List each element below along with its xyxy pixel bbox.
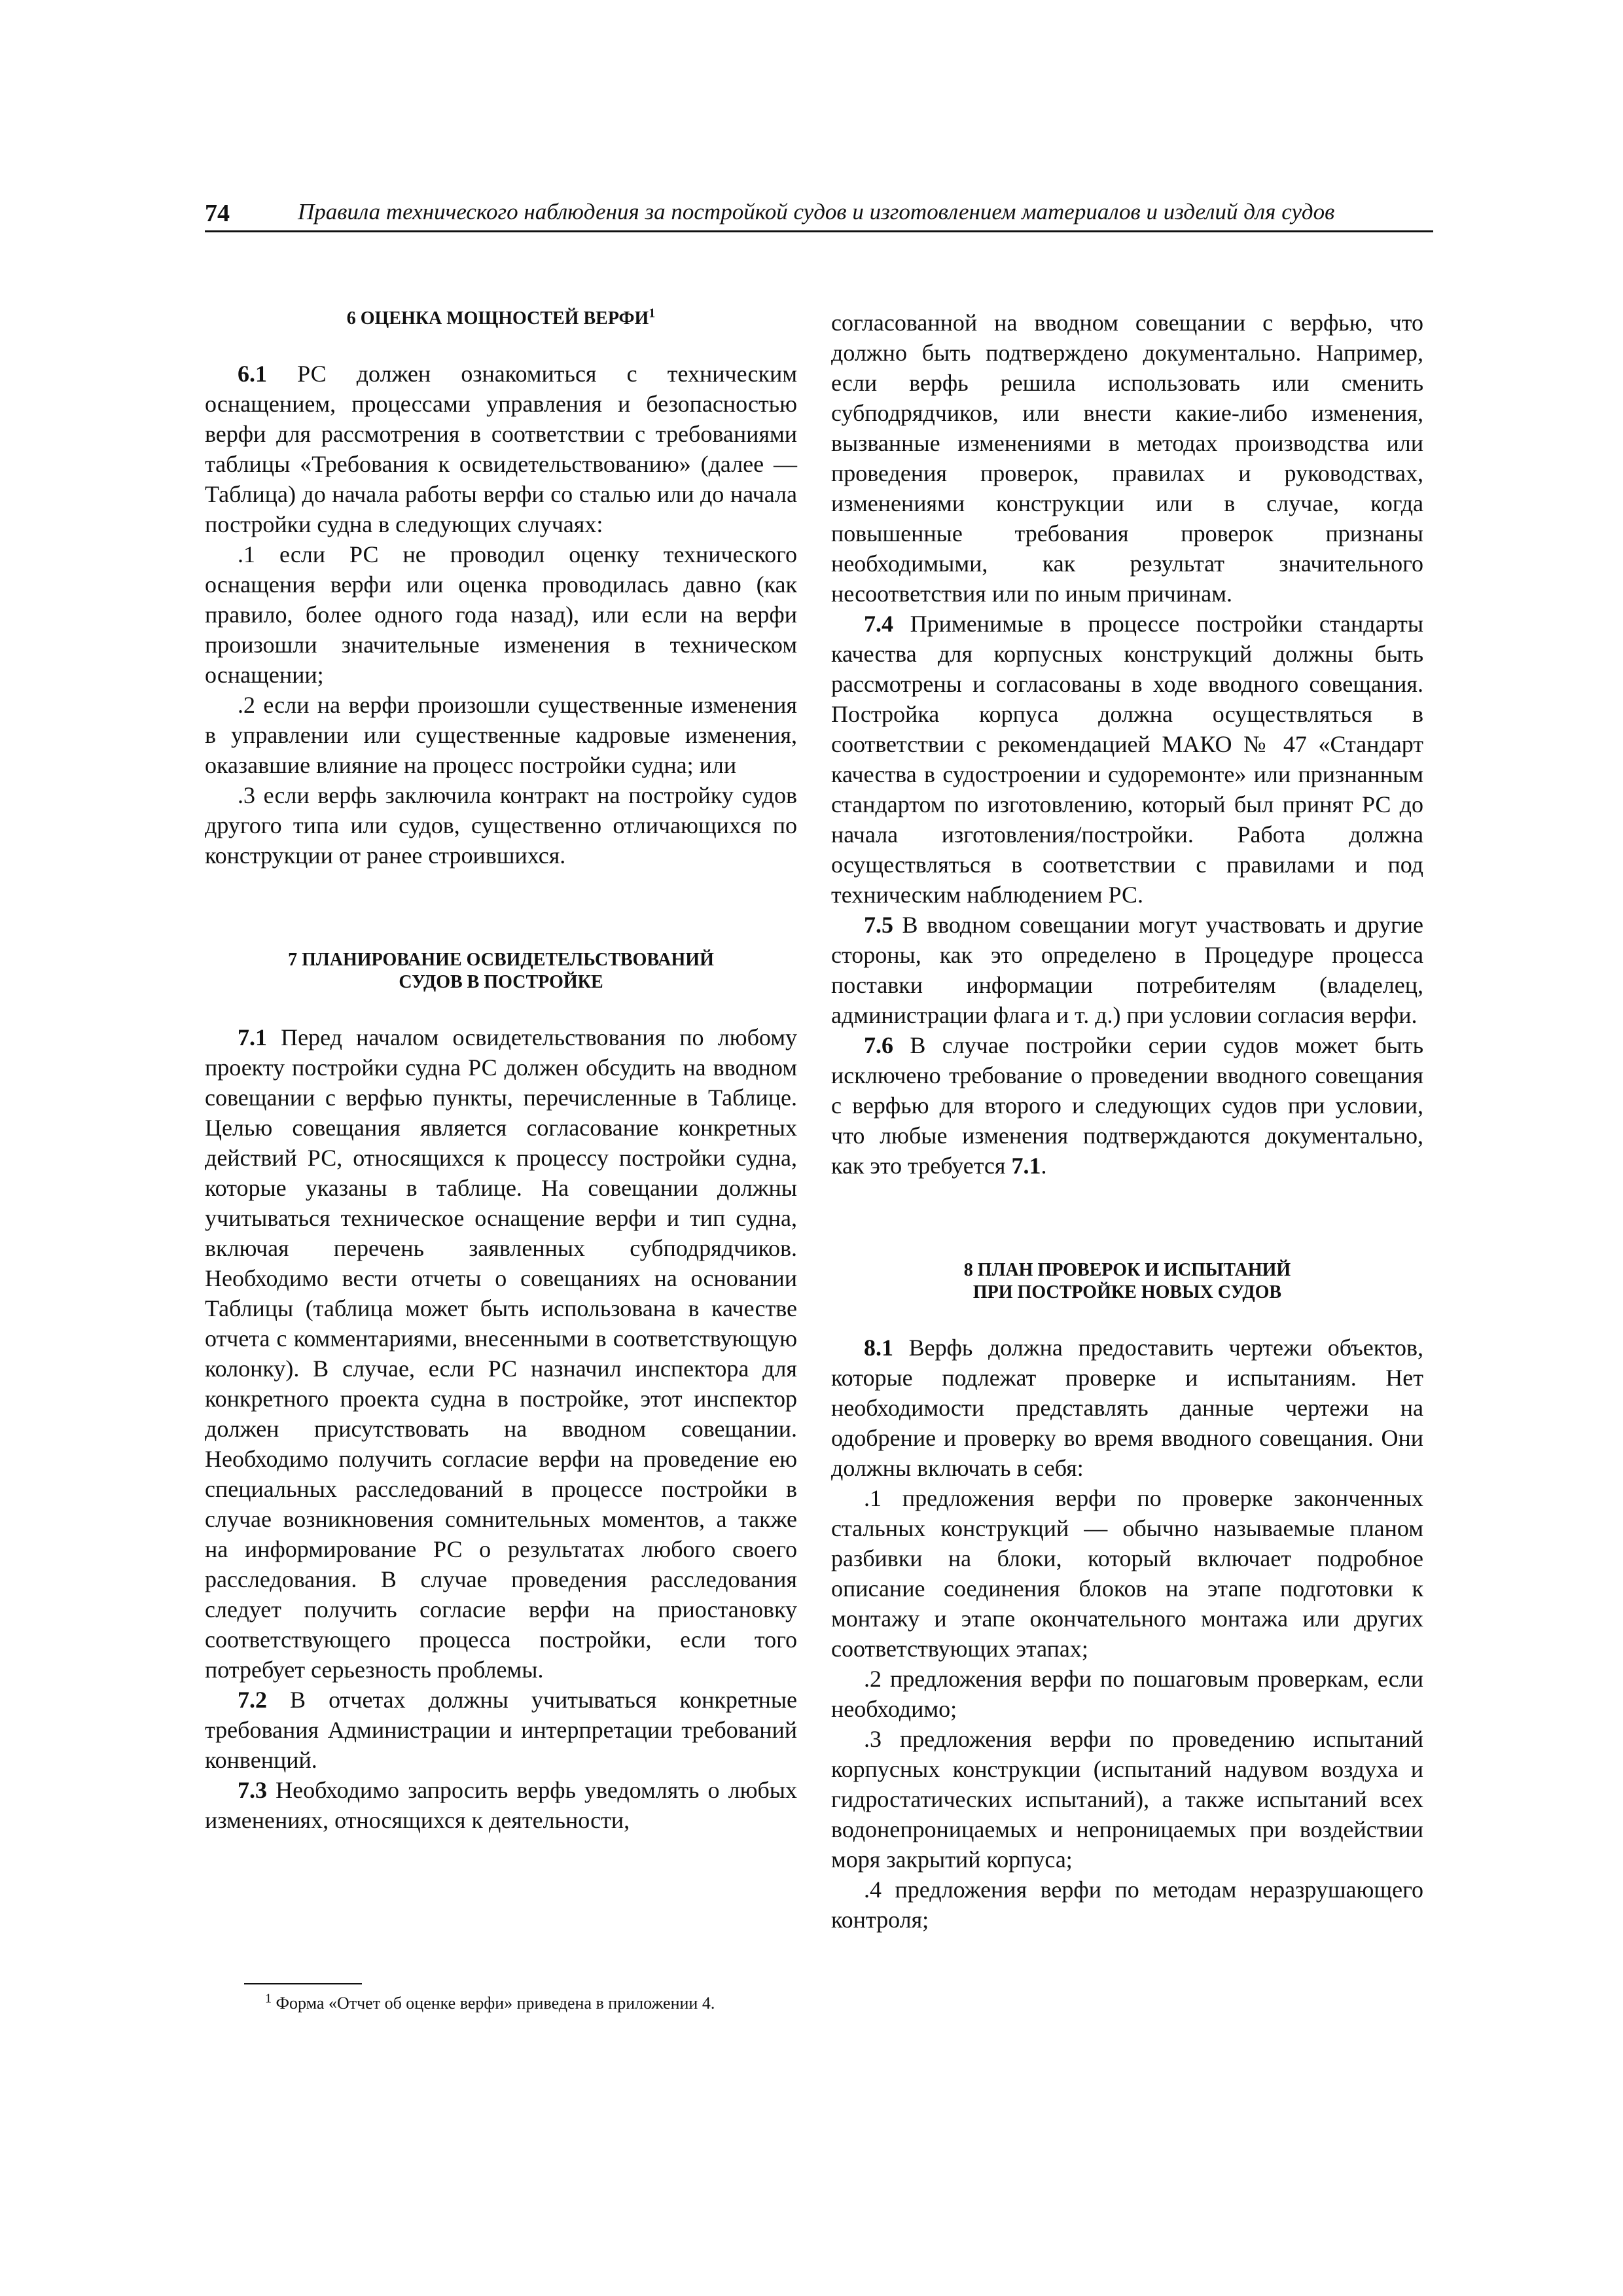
footnote-rule (244, 1983, 362, 1984)
left-column (205, 308, 797, 1835)
footnote-ref: 1 (649, 306, 656, 321)
paragraph-7-4: 7.4 Применимые в процессе постройки стандарты качества для корпусных конструкций должны быть рассмотрены и согласованы в ходе вводного совещания. Постройка корпуса должна осуществляться в соответствии с рекомендацией МАКО № 47 «Стандарт качества в судостроении и судоремонте» или признанным стандартом по изготовлению, который был принят РС до начала изготовления/постройки. Работа должна осуществляться в соответствии с правилами и под техническим наблюдением РС. (831, 611, 1423, 908)
paragraph-7-3: 7.3 Необходимо запросить верфь уведомлять о любых изменениях, относящихся к деятельности, (205, 1777, 797, 1833)
section-7-heading: 7 ПЛАНИРОВАНИЕ ОСВИДЕТЕЛЬСТВОВАНИЙ СУДОВ В ПОСТРОЙКЕ (288, 950, 714, 992)
page-number: 74 (205, 200, 230, 227)
list-item: .4 предложения верфи по методам неразрушающего контроля; (831, 1876, 1423, 1933)
footnote: $^1$ Форма «Отчет об оценке верфи» приведена в приложении 4. (265, 1991, 715, 2013)
list-item: .1 предложения верфи по проверке законченных стальных конструкций — обычно называемые планом разбивки на блоки, который включает подробное описание соединения блоков на этапе подготовки к монтажу и этапе окончательного монтажа или других соответствующих этапах; (831, 1485, 1423, 1662)
list-item: .2 предложения верфи по пошаговым проверкам, если необходимо; (831, 1666, 1423, 1722)
list-item: .3 если верфь заключила контракт на постройку судов другого типа или судов, существенно отличающихся по конструкции от ранее строившихся. (205, 782, 797, 869)
section-6-heading: 6 ОЦЕНКА МОЩНОСТЕЙ ВЕРФИ$^1$ (346, 306, 656, 329)
paragraph-7-6: 7.6 В случае постройки серии судов может быть исключено требование о проведении вводного совещания с верфью для второго и следующих судов при условии, что любые изменения подтверждаются документально, как это требуется 7.1. (831, 1032, 1423, 1179)
paragraph-7-3-cont: согласованной на вводном совещании с верфью, что должно быть подтверждено документально. Например, если верфь решила использовать или сменить субподрядчиков, или внести какие-либо изменения, вызванные изменениями в методах производства или проведения проверок, правилах и руководствах, изменениями конструкции или в случае, когда повышенные требования проверок признаны необходимыми, как результат значительного несоответствия или по иным причинам. (831, 310, 1423, 607)
paragraph-7-5: 7.5 В вводном совещании могут участвовать и другие стороны, как это определено в Процедуре процесса поставки информации потребителям (владелец, администрации флага и т. д.) при условии согласия верфи. (831, 912, 1423, 1028)
right-column (831, 308, 1423, 1935)
list-item: .2 если на верфи произошли существенные изменения в управлении или существенные кадровые изменения, оказавшие влияние на процесс постройки судна; или (205, 692, 797, 778)
list-item: .1 если РС не проводил оценку технического оснащения верфи или оценка проводилась давно (как правило, более одного года назад), или если на верфи произошли значительные изменения в техническом оснащении; (205, 541, 797, 688)
paragraph-8-1: 8.1 Верфь должна предоставить чертежи объектов, которые подлежат проверке и испытаниям. Нет необходимости представлять данные чертежи на одобрение и проверку во время вводного совещания. Они должны включать в себя: (831, 1335, 1423, 1481)
running-title: Правила технического наблюдения за постройкой судов и изготовлением материалов и изделий для судов (298, 199, 1335, 224)
page-header (205, 196, 1433, 230)
section-8-heading: 8 ПЛАН ПРОВЕРОК И ИСПЫТАНИЙ ПРИ ПОСТРОЙКЕ НОВЫХ СУДОВ (963, 1260, 1291, 1302)
list-item: .3 предложения верфи по проведению испытаний корпусных конструкции (испытаний надувом воздуха и гидростатических испытаний), а также испытаний всех водонепроницаемых и непроницаемых при воздействии моря закрытий корпуса; (831, 1726, 1423, 1873)
paragraph-6-1: 6.1 РС должен ознакомиться с техническим оснащением, процессами управления и безопасностью верфи для рассмотрения в соответствии с требованиями таблицы «Требования к освидетельствованию» (далее — Таблица) до начала работы верфи со сталью или до начала постройки судна в следующих случаях: (205, 361, 797, 537)
paragraph-7-1: 7.1 Перед началом освидетельствования по любому проекту постройки судна РС должен обсудить на вводном совещании с верфью пункты, перечисленные в Таблице. Целью совещания является согласование конкретных действий РС, относящихся к процессу постройки судна, которые указаны в таблице. На совещании должны учитываться техническое оснащение верфи и тип судна, включая перечень заявленных субподрядчиков. Необходимо вести отчеты о совещаниях на основании Таблицы (таблица может быть использована в качестве отчета с комментариями, внесенными в соответствующую колонку). В случае, если РС назначил инспектора для конкретного проекта судна в постройке, этот инспектор должен присутствовать на вводном совещании. Необходимо получить согласие верфи на проведение ею специальных расследований в процессе постройки в случае возникновения сомнительных моментов, а также на информирование РС о результатах любого своего расследования. В случае проведения расследования следует получить согласие верфи на приостановку соответствующего процесса постройки, если того потребует серьезность проблемы. (205, 1024, 797, 1683)
paragraph-7-2: 7.2 В отчетах должны учитываться конкретные требования Администрации и интерпретации требований конвенций. (205, 1687, 797, 1773)
header-rule (205, 230, 1433, 232)
